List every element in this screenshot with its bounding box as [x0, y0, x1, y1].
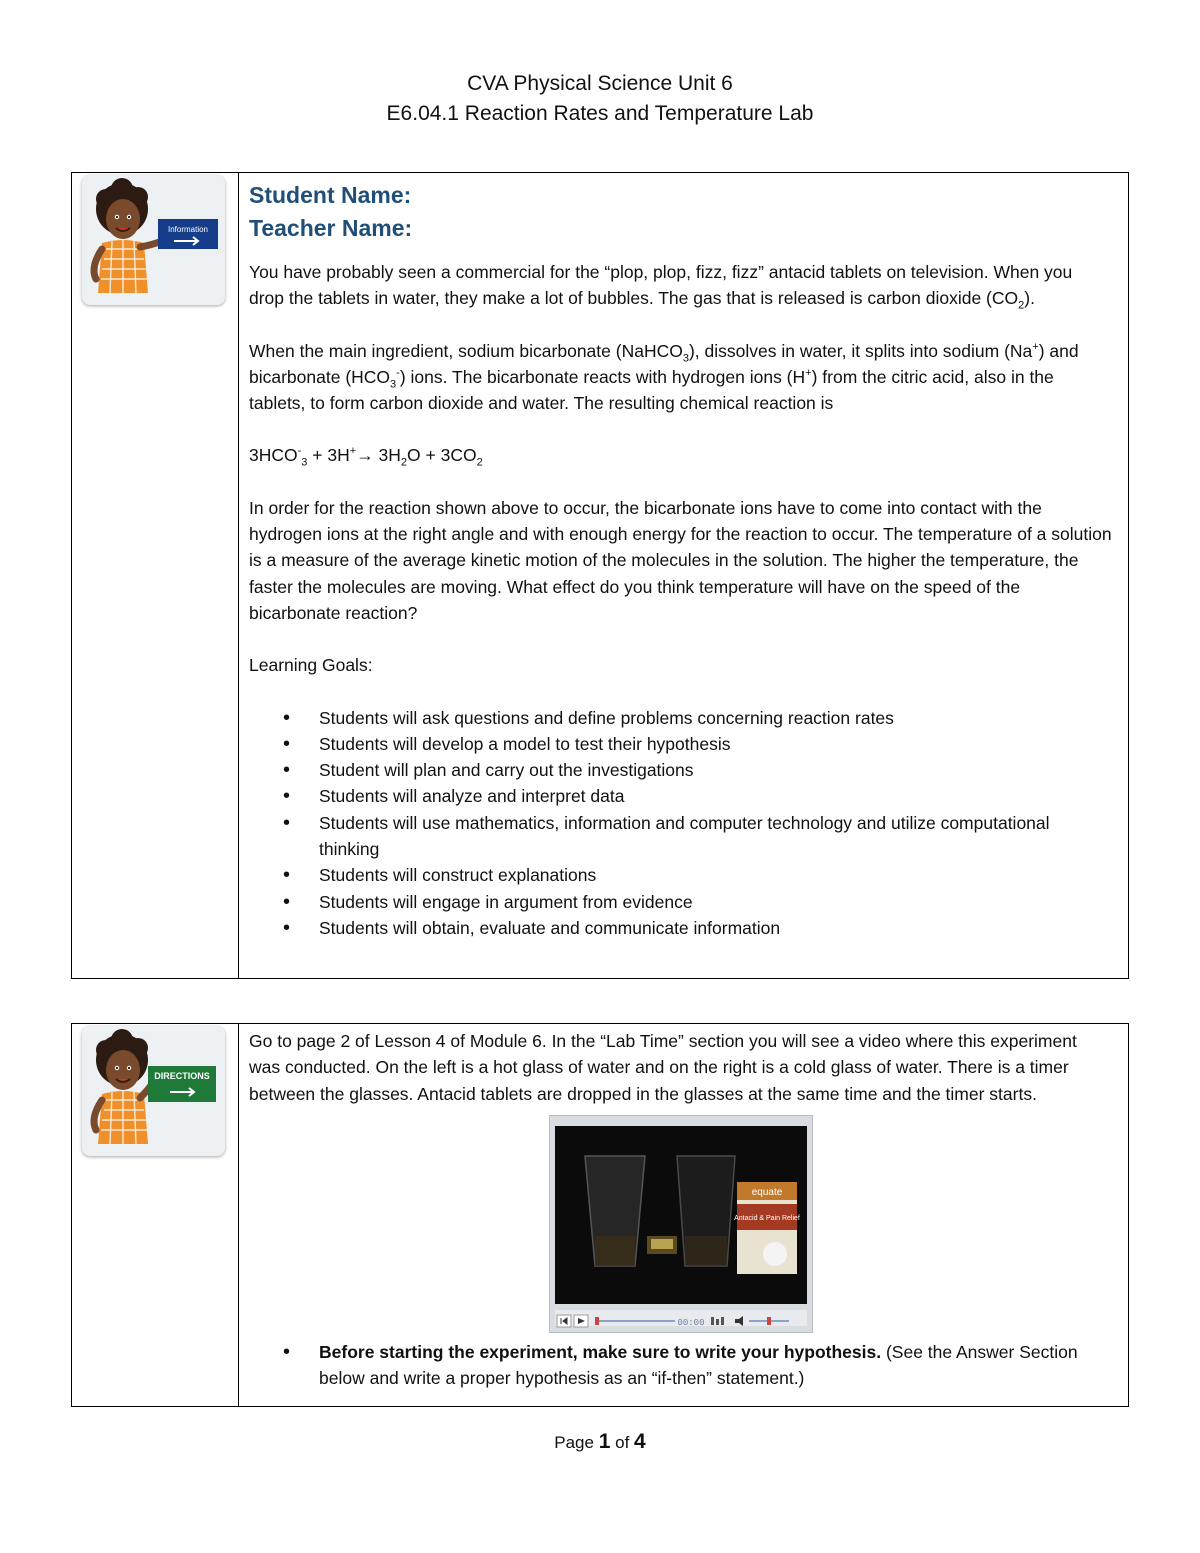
- information-content: [249, 179, 1112, 941]
- directions-content: [249, 1028, 1112, 1391]
- intro-paragraph: You have probably seen a commercial for the “plop, plop, fizz, fizz” antacid tablets on television. When you drop the tablets in water, they make a lot of bubbles. The gas that is released is carbon dioxide $(CO_2)$.: [249, 262, 1073, 312]
- doc-title-line2: E6.04.1 Reaction Rates and Temperature Lab: [386, 102, 814, 125]
- doc-title-line1: CVA Physical Science Unit 6: [467, 72, 733, 95]
- hypothesis-bullet: • Before starting the experiment, make sure to write your hypothesis. (See the Answer Section below and write a proper hypothesis as an “if-then” statement.): [249, 1339, 1112, 1392]
- directions-box: [71, 1023, 1129, 1407]
- video-time: 00:00: [676, 1317, 705, 1328]
- reaction-paragraph: When the main ingredient, sodium bicarbonate (NaHCO$_3$), dissolves in water, it splits into sodium (Na+) and bicarbonate $(HCO_3^-)$ ions. The bicarbonate reacts with hydrogen ions (H+) from the citric acid, also in the tablets, to form carbon dioxide and water. The resulting chemical reaction is: [249, 340, 1079, 414]
- lab-video-player[interactable]: [549, 1115, 813, 1333]
- antacid-box-text: Antacid & Pain Relief: [733, 1214, 800, 1222]
- chemical-equation: $3HCO^-_3 + 3H^+\to 3H_2O + 3CO_2$: [249, 445, 483, 469]
- list-item: • Students will construct explanations: [249, 862, 1112, 888]
- learning-goals-heading: Learning Goals:: [249, 655, 373, 676]
- student-name-label: Student Name:: [249, 182, 412, 208]
- directions-paragraph: Go to page 2 of Lesson 4 of Module 6. In the “Lab Time” section you will see a video where this experiment was conducted. On the left is a hot glass of water and on the right is a cold glass of water. There is a timer between the glasses. Antacid tablets are dropped in the glasses at the same time and the timer starts.: [249, 1031, 1077, 1104]
- information-box: [71, 172, 1129, 979]
- list-item: • Students will ask questions and define problems concerning reaction rates: [249, 705, 1112, 731]
- antacid-box-brand: equate: [751, 1186, 782, 1198]
- teacher-name-label: Teacher Name:: [249, 215, 413, 241]
- video-controls: [555, 1310, 807, 1326]
- information-sign-text: Information: [167, 225, 209, 234]
- learning-goals-list: [249, 705, 1112, 942]
- directions-sign-text: DIRECTIONS: [154, 1071, 210, 1081]
- list-item: • Students will analyze and interpret data: [249, 783, 1112, 809]
- information-character-icon: [82, 175, 225, 305]
- page-number: Page 1 of 4: [554, 1430, 646, 1453]
- list-item: • Students will obtain, evaluate and communicate information: [249, 915, 1112, 941]
- volume-icon: [735, 1316, 743, 1326]
- list-item: • Students will engage in argument from evidence: [249, 889, 1112, 915]
- list-item: • Students will develop a model to test their hypothesis: [249, 731, 1112, 757]
- temperature-paragraph: In order for the reaction shown above to occur, the bicarbonate ions have to come into contact with the hydrogen ions at the right angle and with enough energy for the reaction to occur. The temperature of a solution is a measure of the average kinetic motion of the molecules in the solution. The higher the temperature, the faster the molecules are moving. What effect do you think temperature will have on the speed of the bicarbonate reaction?: [249, 497, 1112, 623]
- video-frame: [555, 1126, 807, 1304]
- directions-character-icon: [82, 1026, 225, 1156]
- list-item: • Student will plan and carry out the investigations: [249, 757, 1112, 783]
- list-item: • Students will use mathematics, information and computer technology and utilize computational thinking: [249, 810, 1112, 863]
